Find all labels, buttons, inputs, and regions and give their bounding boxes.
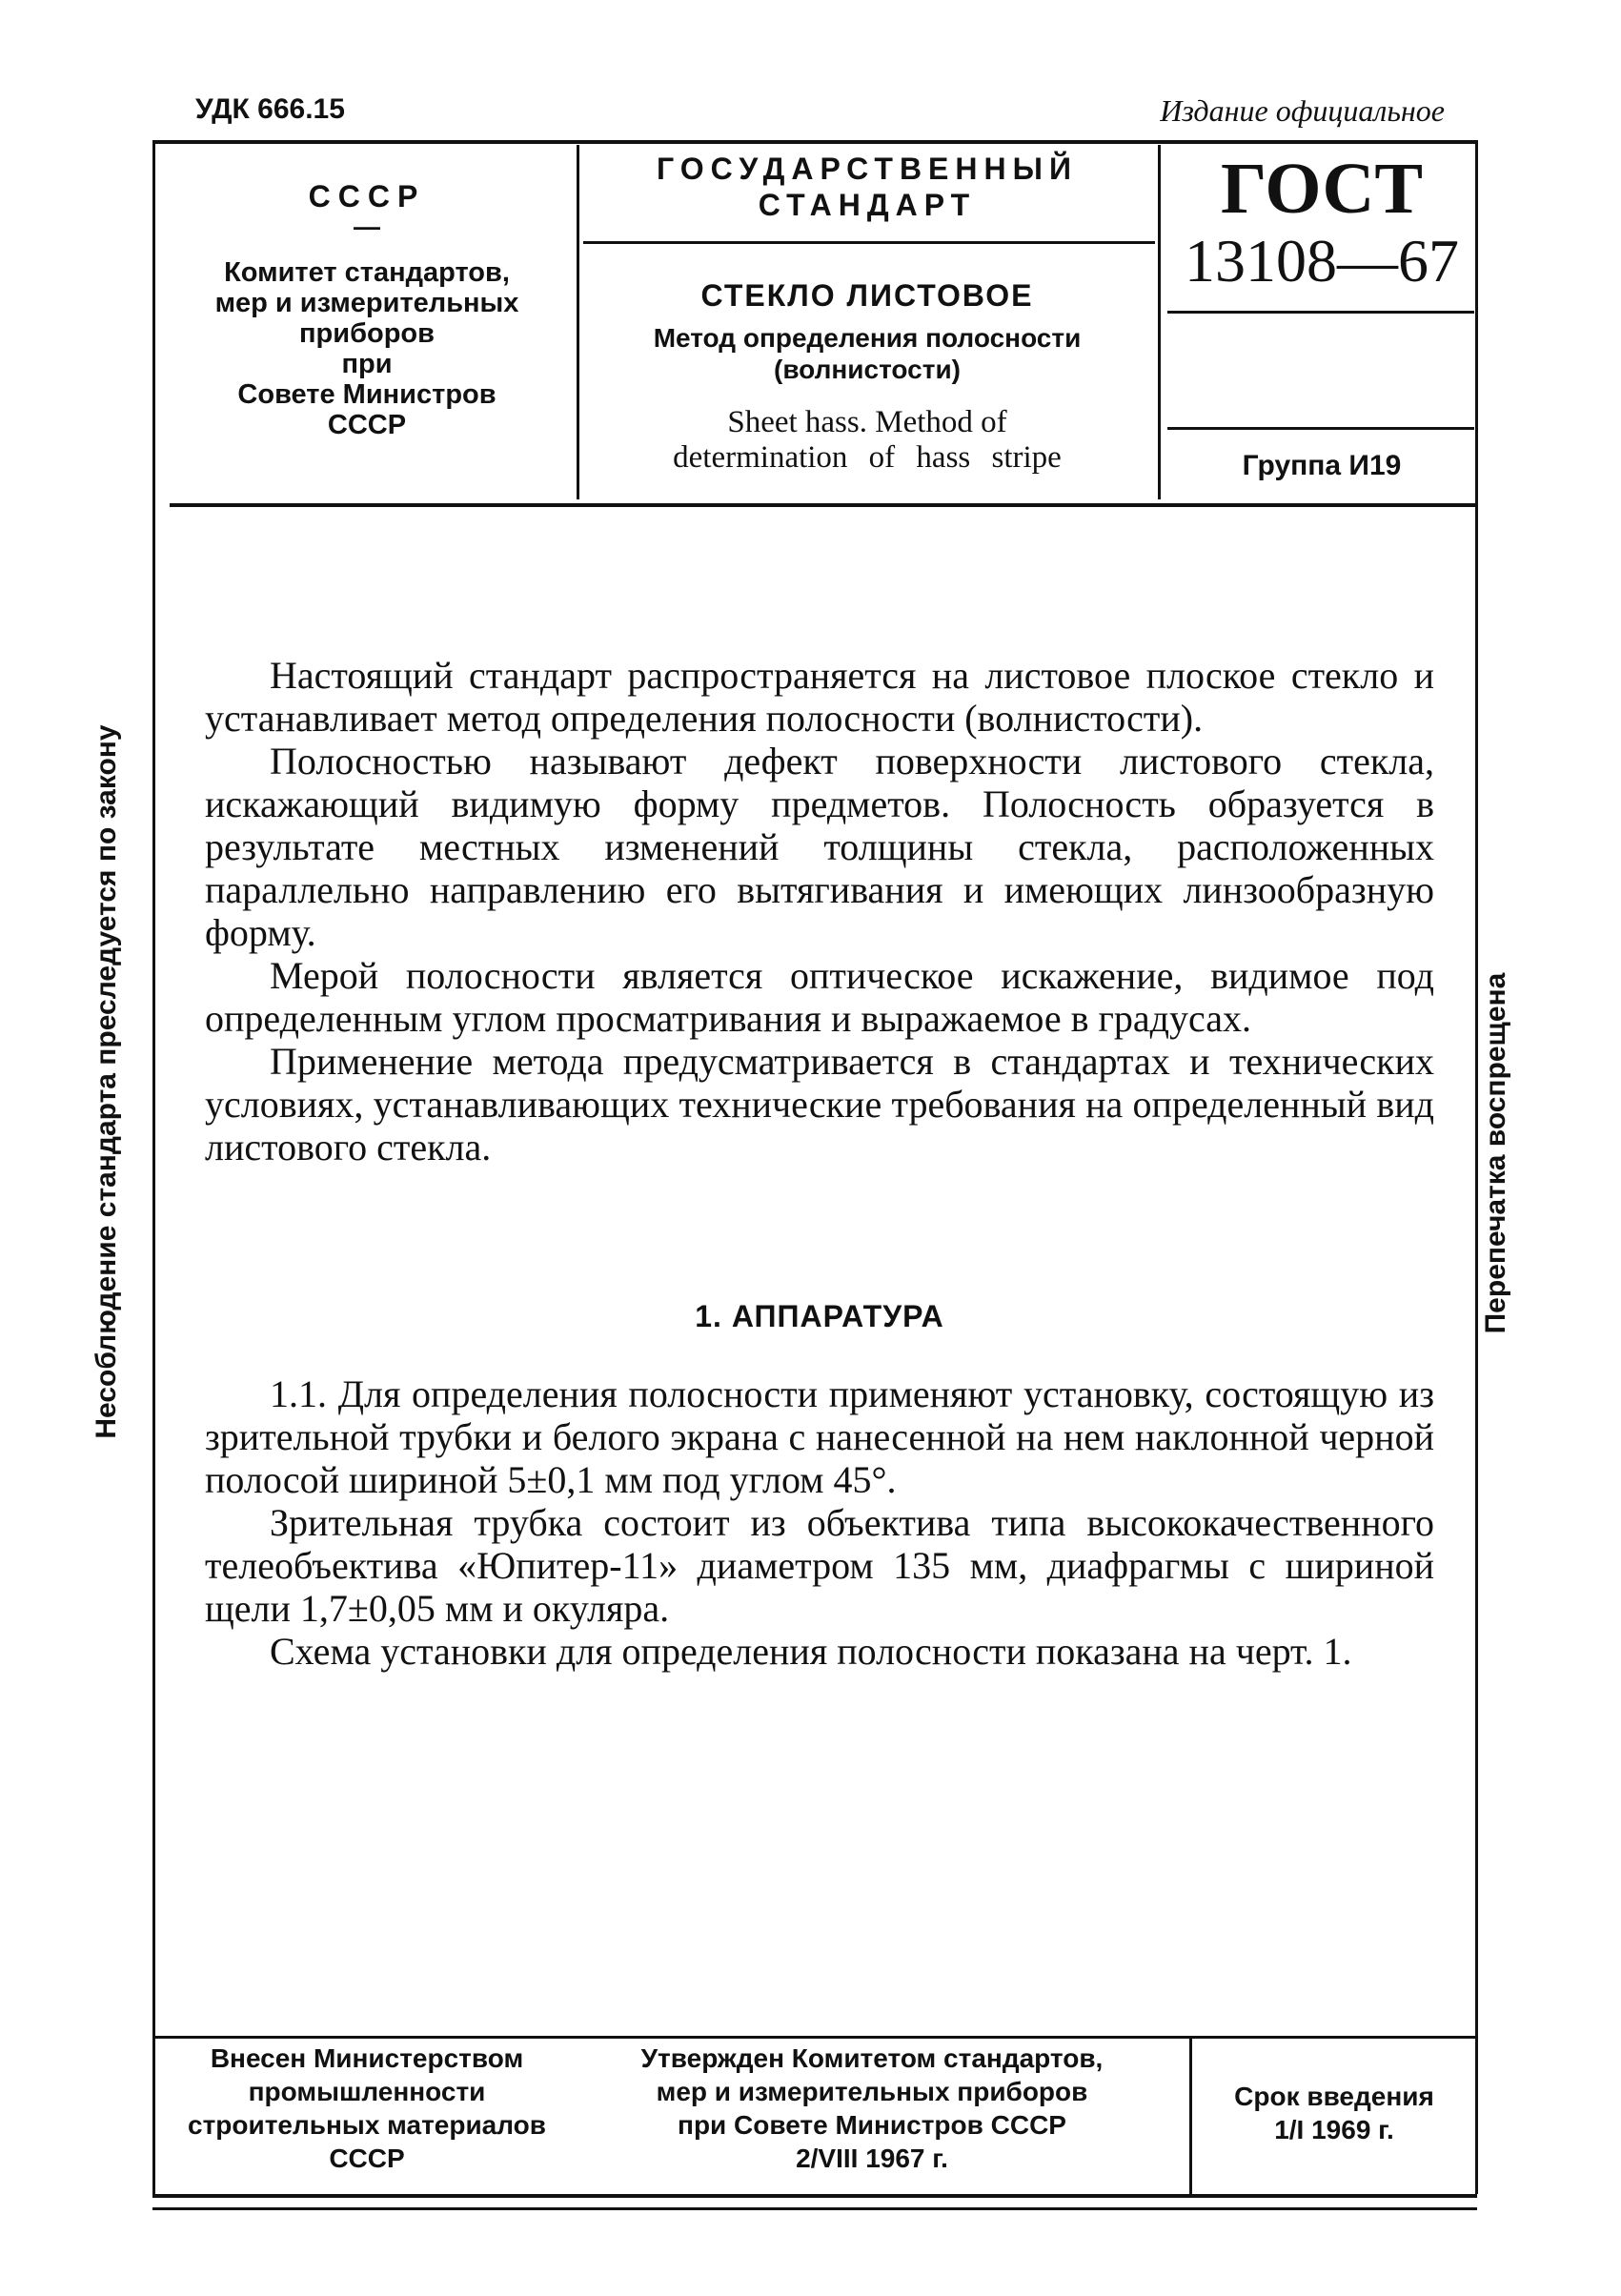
footer-line: строительных материалов: [188, 2110, 546, 2140]
page-bottom-rule: [152, 2207, 1477, 2210]
footer-introduced: [157, 2042, 577, 2175]
subtitle-line: (волнистости): [774, 355, 961, 384]
footer-line: 2/VIII 1967 г.: [796, 2144, 948, 2173]
org-line: Совете Министров: [237, 379, 496, 410]
header-top-rule: [152, 140, 1477, 144]
footer-divider: [1189, 2039, 1192, 2194]
footer-top-rule: [152, 2036, 1477, 2039]
subtitle-line: Метод определения полосности: [653, 323, 1082, 353]
footer-line: Утвержден Комитетом стандартов,: [640, 2043, 1104, 2073]
title-en-line: determination of hass stripe: [673, 440, 1062, 475]
header-divider-1: [577, 145, 579, 499]
intro-paragraph: Мерой полосности является оптическое искажение, видимое под определенным углом просматривания и выражаемое в градусах.: [205, 954, 1434, 1040]
udk-code: УДК 666.15: [195, 93, 345, 125]
footer-line: промышленности: [248, 2077, 486, 2106]
org-dash: —: [354, 212, 380, 241]
section-paragraph: 1.1. Для определения полосности применяют установку, состоящую из зрительной трубки и белого экрана с нанесенной на нем наклонной черной полосой шириной 5±0,1 мм под углом 45°.: [205, 1372, 1434, 1501]
footer-line: мер и измерительных приборов: [656, 2077, 1088, 2106]
org-line: Комитет стандартов,: [224, 257, 510, 288]
title-en-line: Sheet hass. Method of: [727, 405, 1007, 439]
group-rule: [1167, 427, 1474, 430]
org-line: СССР: [327, 410, 407, 440]
title-en: [581, 405, 1153, 476]
intro-text: [205, 654, 1434, 1168]
header-left-rule: [152, 140, 155, 2194]
intro-paragraph: Полосностью называют дефект поверхности листового стекла, искажающий видимую форму предметов. Полосность образуется в результате местных изменений толщины стекла, расположенных параллельно направлению его вытягивания и имеющих линзообразную форму.: [205, 740, 1434, 954]
title-ru: СТЕКЛО ЛИСТОВОЕ: [700, 278, 1034, 313]
intro-paragraph: Настоящий стандарт распространяется на листовое плоское стекло и устанавливает метод определения полосности (волнистости).: [205, 654, 1434, 740]
org-block: [162, 257, 572, 440]
footer-line: 1/I 1969 г.: [1274, 2115, 1394, 2144]
gost-rule: [1167, 311, 1474, 314]
footer-line: СССР: [329, 2144, 405, 2173]
header-mid-rule: [583, 241, 1155, 244]
org-line: при: [341, 349, 393, 379]
gost-number: 13108—67: [1185, 227, 1459, 295]
org-country: СССР: [308, 179, 426, 213]
org-line: приборов: [299, 318, 435, 349]
section-1-text: [205, 1372, 1434, 1673]
side-note-left: Несоблюдение стандарта преследуется по закону: [91, 724, 122, 1439]
subtitle-ru: [581, 322, 1153, 385]
gost-label: ГОСТ: [1220, 149, 1424, 229]
footer-approved: [586, 2042, 1158, 2175]
edition-note: Издание официальное: [1160, 93, 1445, 128]
standard-type-line: ГОСУДАРСТВЕННЫЙ: [657, 152, 1078, 186]
header-bottom-rule: [170, 503, 1477, 507]
standard-type-line: СТАНДАРТ: [758, 188, 977, 222]
standard-type: [581, 151, 1153, 223]
footer-bottom-rule: [152, 2194, 1477, 2198]
section-paragraph: Зрительная трубка состоит из объектива типа высококачественного телеобъектива «Юпитер-11» диаметром 135 мм, диафрагмы с шириной щели 1,7±0,05 мм и окуляра.: [205, 1501, 1434, 1630]
intro-paragraph: Применение метода предусматривается в стандартах и технических условиях, устанавливающих технические требования на определенный вид листового стекла.: [205, 1040, 1434, 1168]
footer-effective: [1196, 2080, 1472, 2146]
section-paragraph: Схема установки для определения полосности показана на черт. 1.: [270, 1630, 1352, 1673]
footer-line: при Совете Министров СССР: [678, 2110, 1066, 2140]
group-code: Группа И19: [1242, 450, 1402, 481]
footer-line: Внесен Министерством: [210, 2043, 524, 2073]
footer-line: Срок введения: [1234, 2082, 1434, 2111]
section-1-title: 1. АППАРАТУРА: [695, 1299, 944, 1333]
side-note-right: Перепечатка воспрещена: [1480, 972, 1511, 1334]
org-line: мер и измерительных: [214, 288, 519, 318]
header-divider-2: [1158, 145, 1161, 499]
